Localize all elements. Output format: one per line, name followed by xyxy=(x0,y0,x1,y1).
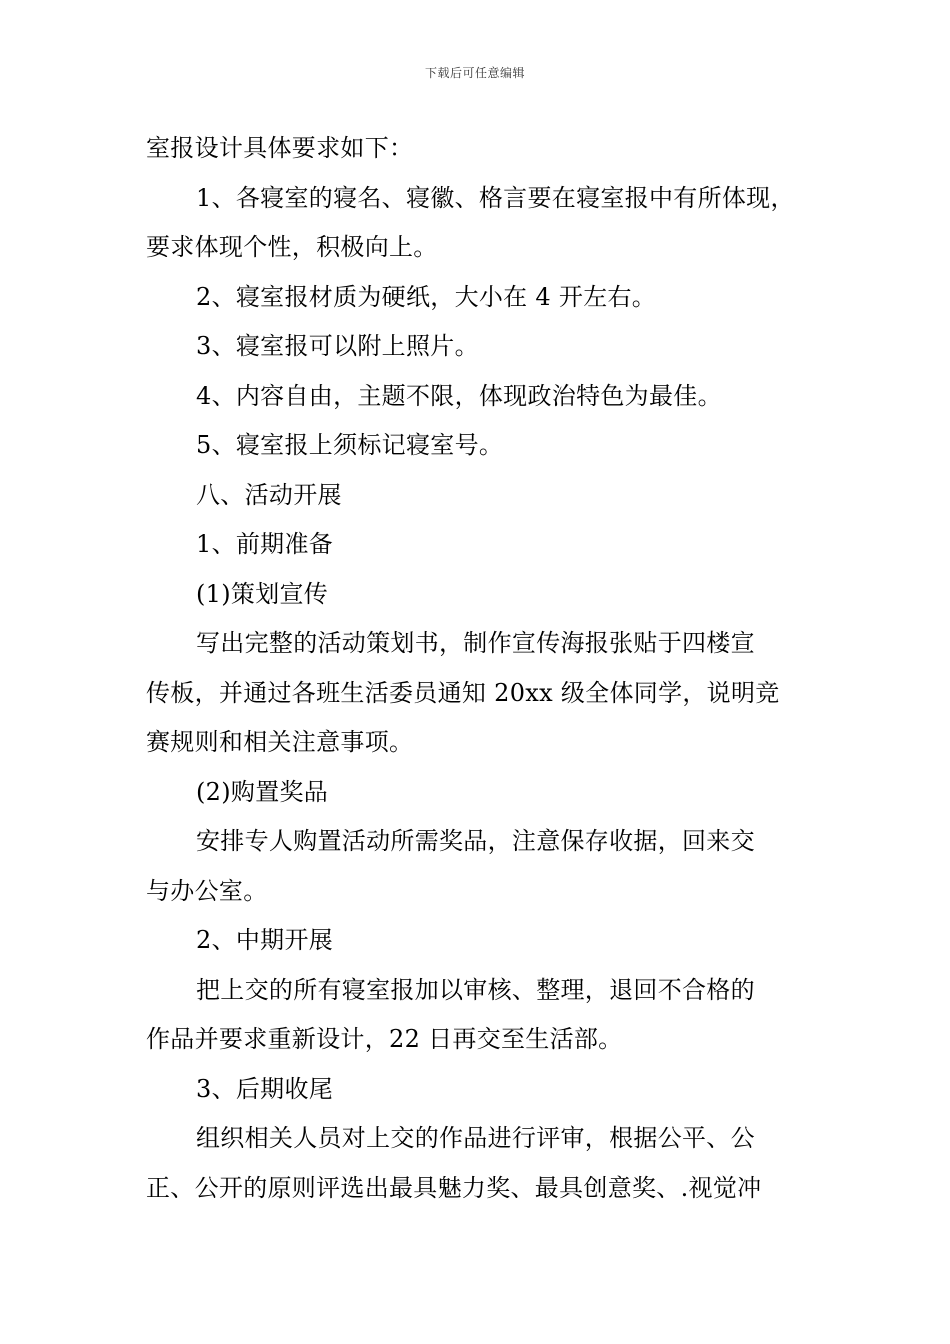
page-header: 下载后可任意编辑 xyxy=(424,66,525,80)
text-line: 3、后期收尾 xyxy=(196,1074,334,1103)
text-line: 1、各寝室的寝名、寝徽、格言要在寝室报中有所体现， xyxy=(196,183,795,212)
text-line: 安排专人购置活动所需奖品，注意保存收据，回来交 xyxy=(196,827,755,855)
text-line: (1)策划宣传 xyxy=(196,579,329,608)
text-line: 八、活动开展 xyxy=(196,480,342,509)
text-line: 3、寝室报可以附上照片。 xyxy=(196,332,479,360)
text-line: 4、内容自由，主题不限，体现政治特色为最佳。 xyxy=(196,381,722,410)
text-line: 作品并要求重新设计，22 日再交至生活部。 xyxy=(146,1025,623,1053)
text-line: 与办公室。 xyxy=(146,876,268,905)
text-line: 室报设计具体要求如下： xyxy=(146,134,414,162)
text-line: 传板，并通过各班生活委员通知 20xx 级全体同学，说明竞 xyxy=(146,678,780,707)
text-line: 写出完整的活动策划书，制作宣传海报张贴于四楼宣 xyxy=(196,629,755,657)
text-line: 2、中期开展 xyxy=(196,926,334,954)
text-line: 正、公开的原则评选出最具魅力奖、最具创意奖、.视觉冲 xyxy=(146,1173,762,1202)
document-body xyxy=(146,124,810,1213)
text-line: 赛规则和相关注意事项。 xyxy=(146,728,414,756)
text-line: 要求体现个性，积极向上。 xyxy=(146,233,438,261)
text-line: 1、前期准备 xyxy=(196,530,334,558)
text-line: 5、寝室报上须标记寝室号。 xyxy=(196,431,504,459)
text-line: (2)购置奖品 xyxy=(196,777,329,806)
text-line: 把上交的所有寝室报加以审核、整理，退回不合格的 xyxy=(196,975,755,1004)
text-line: 组织相关人员对上交的作品进行评审，根据公平、公 xyxy=(196,1124,755,1152)
text-line: 2、寝室报材质为硬纸，大小在 4 开左右。 xyxy=(196,282,657,311)
